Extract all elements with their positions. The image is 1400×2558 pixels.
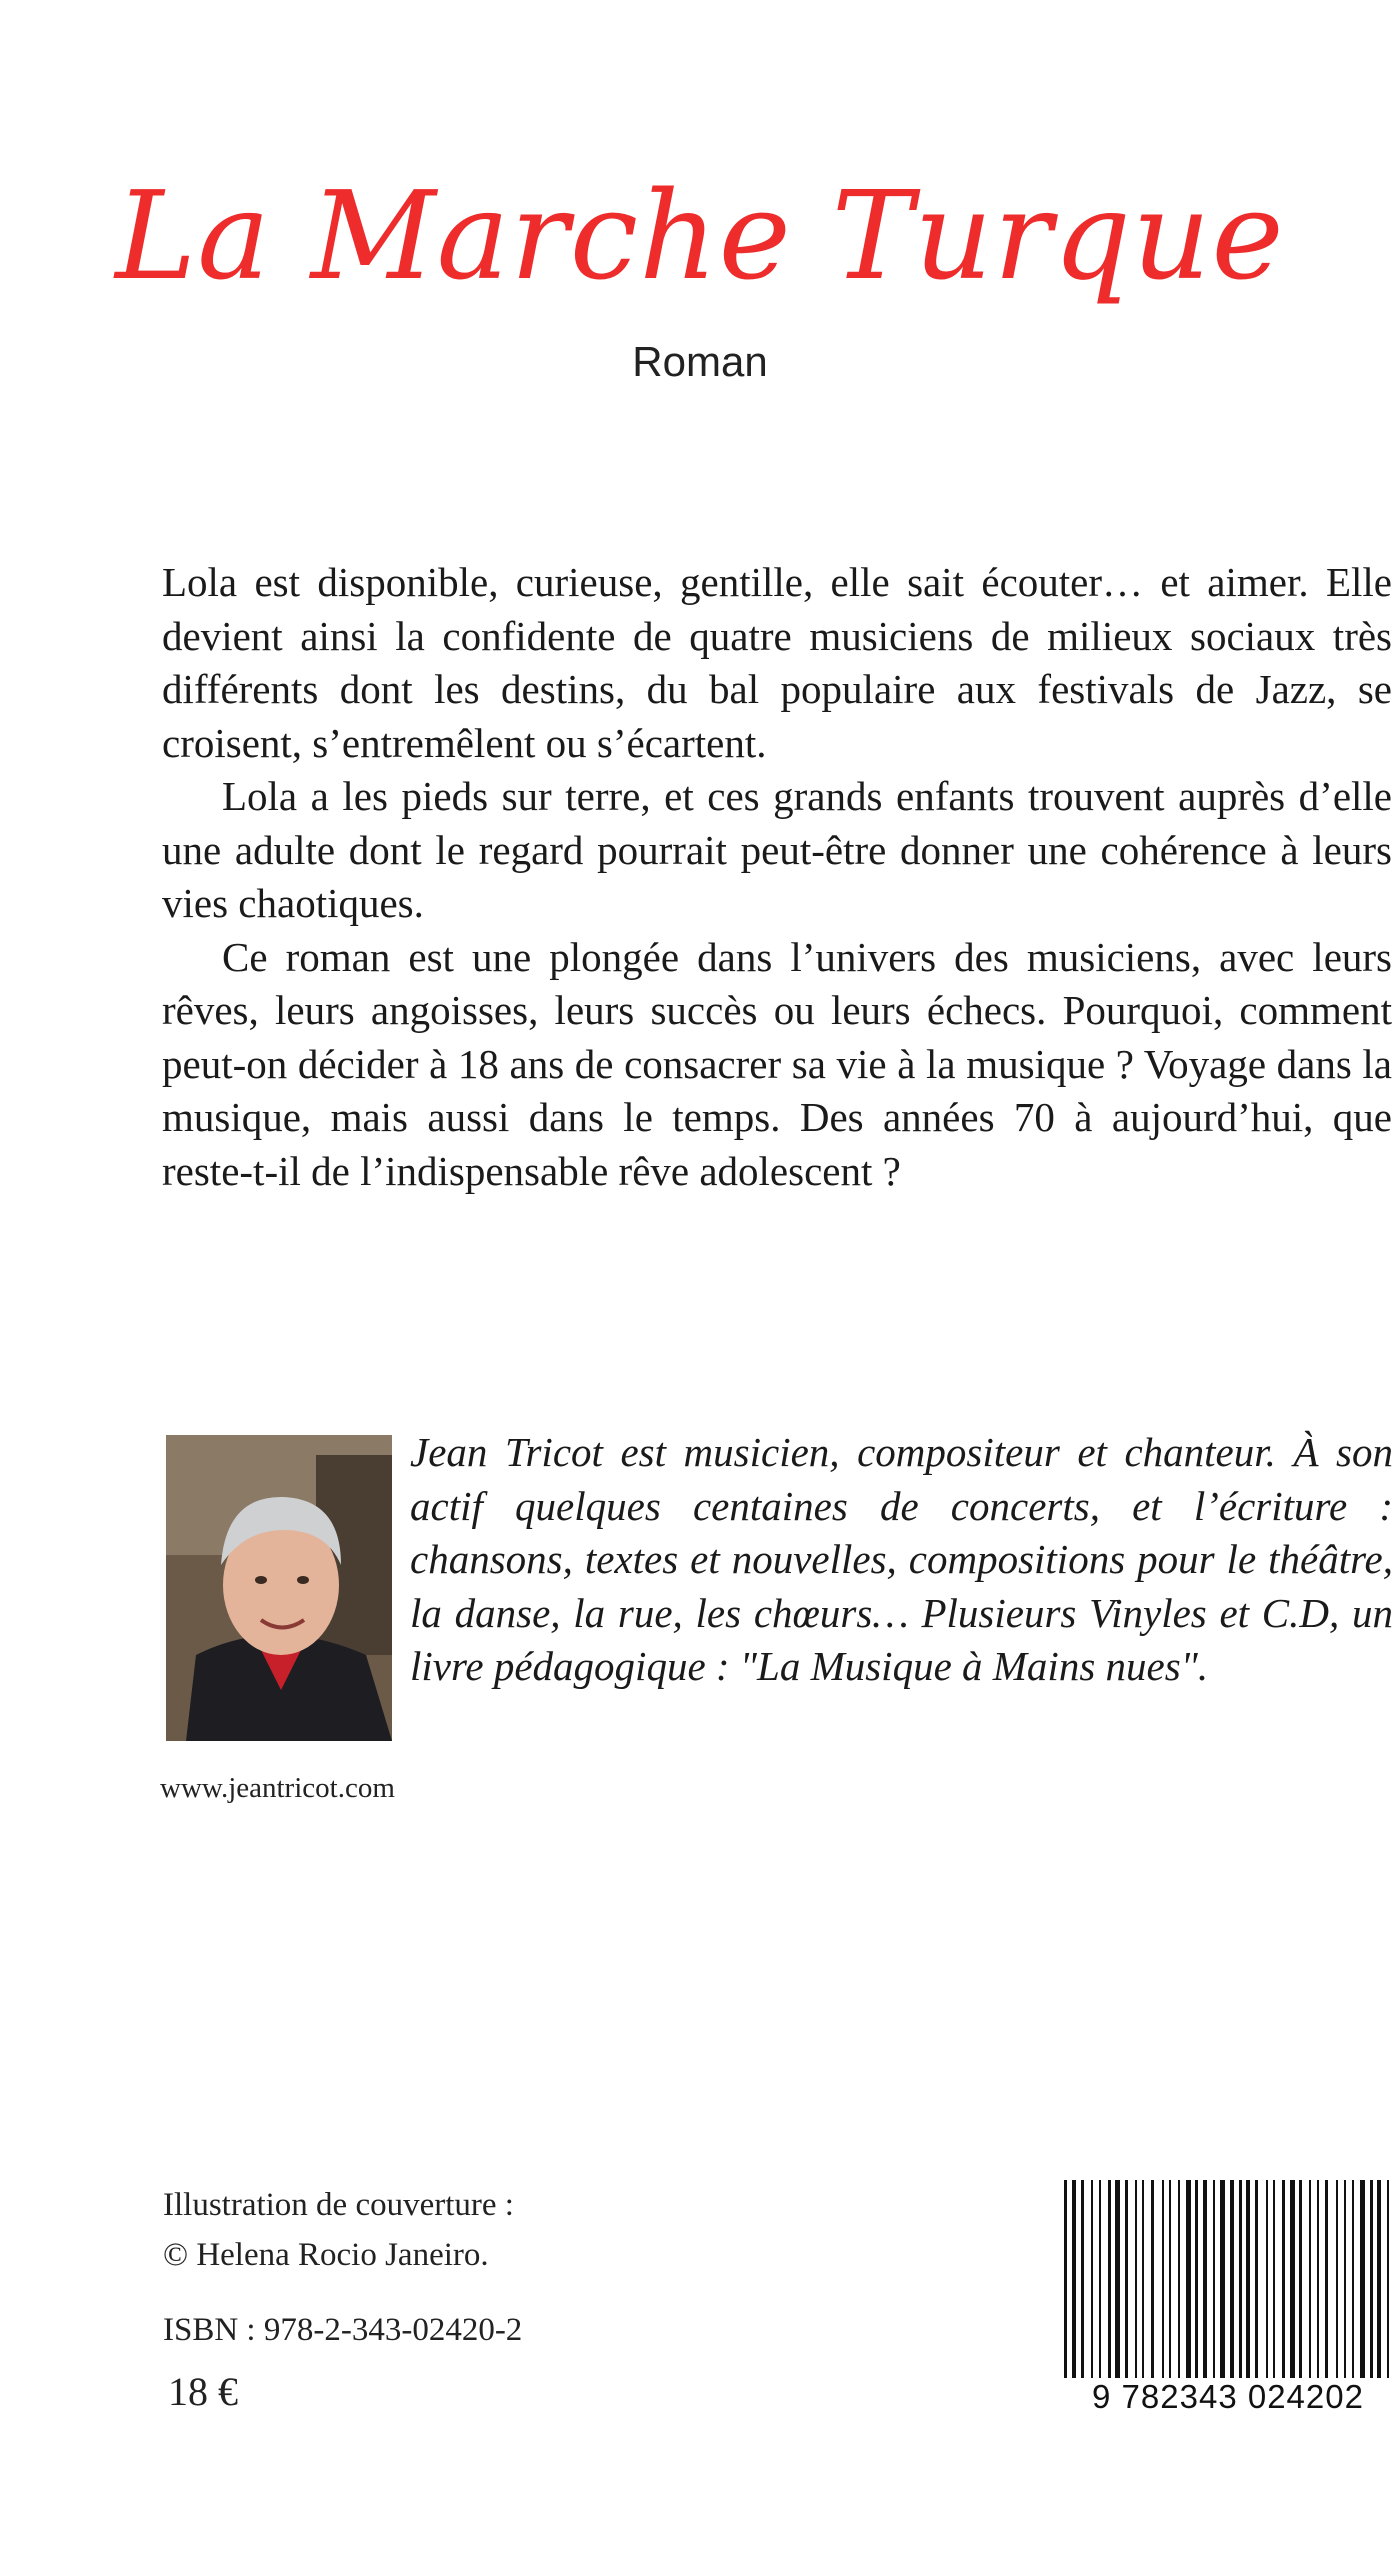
summary-paragraph-3: Ce roman est une plongée dans l’univers des musiciens, avec leurs rêves, leurs angoisses, leurs succès ou leurs échecs. Pourquoi, comment peut-on décider à 18 ans de consacrer sa vie à la musique ? Voyage dans la musique, mais aussi dans le temps. Des années 70 à aujourd’hui, que reste-t-il de l’indispensable rêve adolescent ? [162, 933, 1392, 1194]
summary-paragraph-1: Lola est disponible, curieuse, gentille, elle sait écouter… et aimer. Elle devient ainsi la confidente de quatre musiciens de milieux sociaux très différents dont les destins, du bal populaire aux festivals de Jazz, se croisent, s’entremêlent ou s’écartent. [162, 559, 1392, 766]
summary-paragraph-2: Lola a les pieds sur terre, et ces grands enfants trouvent auprès d’elle une adulte dont le regard pourrait peut-être donner une cohérence à leurs vies chaotiques. [162, 773, 1392, 926]
author-photo [166, 1435, 392, 1741]
barcode [1058, 2180, 1400, 2400]
illustration-credit: © Helena Rocio Janeiro. [163, 2237, 489, 2273]
illustration-label: Illustration de couverture : [163, 2187, 514, 2223]
barcode-number: 9 782343 024202 [1058, 2378, 1398, 2416]
book-genre: Roman [632, 338, 768, 385]
back-cover-summary [162, 556, 1392, 1198]
book-title: La Marche Turque [115, 165, 1285, 307]
isbn: ISBN : 978-2-343-02420-2 [163, 2312, 523, 2348]
price: 18 € [168, 2369, 238, 2414]
cover-credit [163, 2180, 514, 2280]
author-website: www.jeantricot.com [160, 1772, 395, 1804]
author-bio: Jean Tricot est musicien, compositeur et chanteur. À son actif quelques centaines de concerts, et l’écriture : chansons, textes et nouvelles, compositions pour le théâtre, la danse, la rue, les chœurs… Plusieurs Vinyles et C.D, un livre pédagogique : "La Musique à Mains nues". [410, 1429, 1393, 1689]
